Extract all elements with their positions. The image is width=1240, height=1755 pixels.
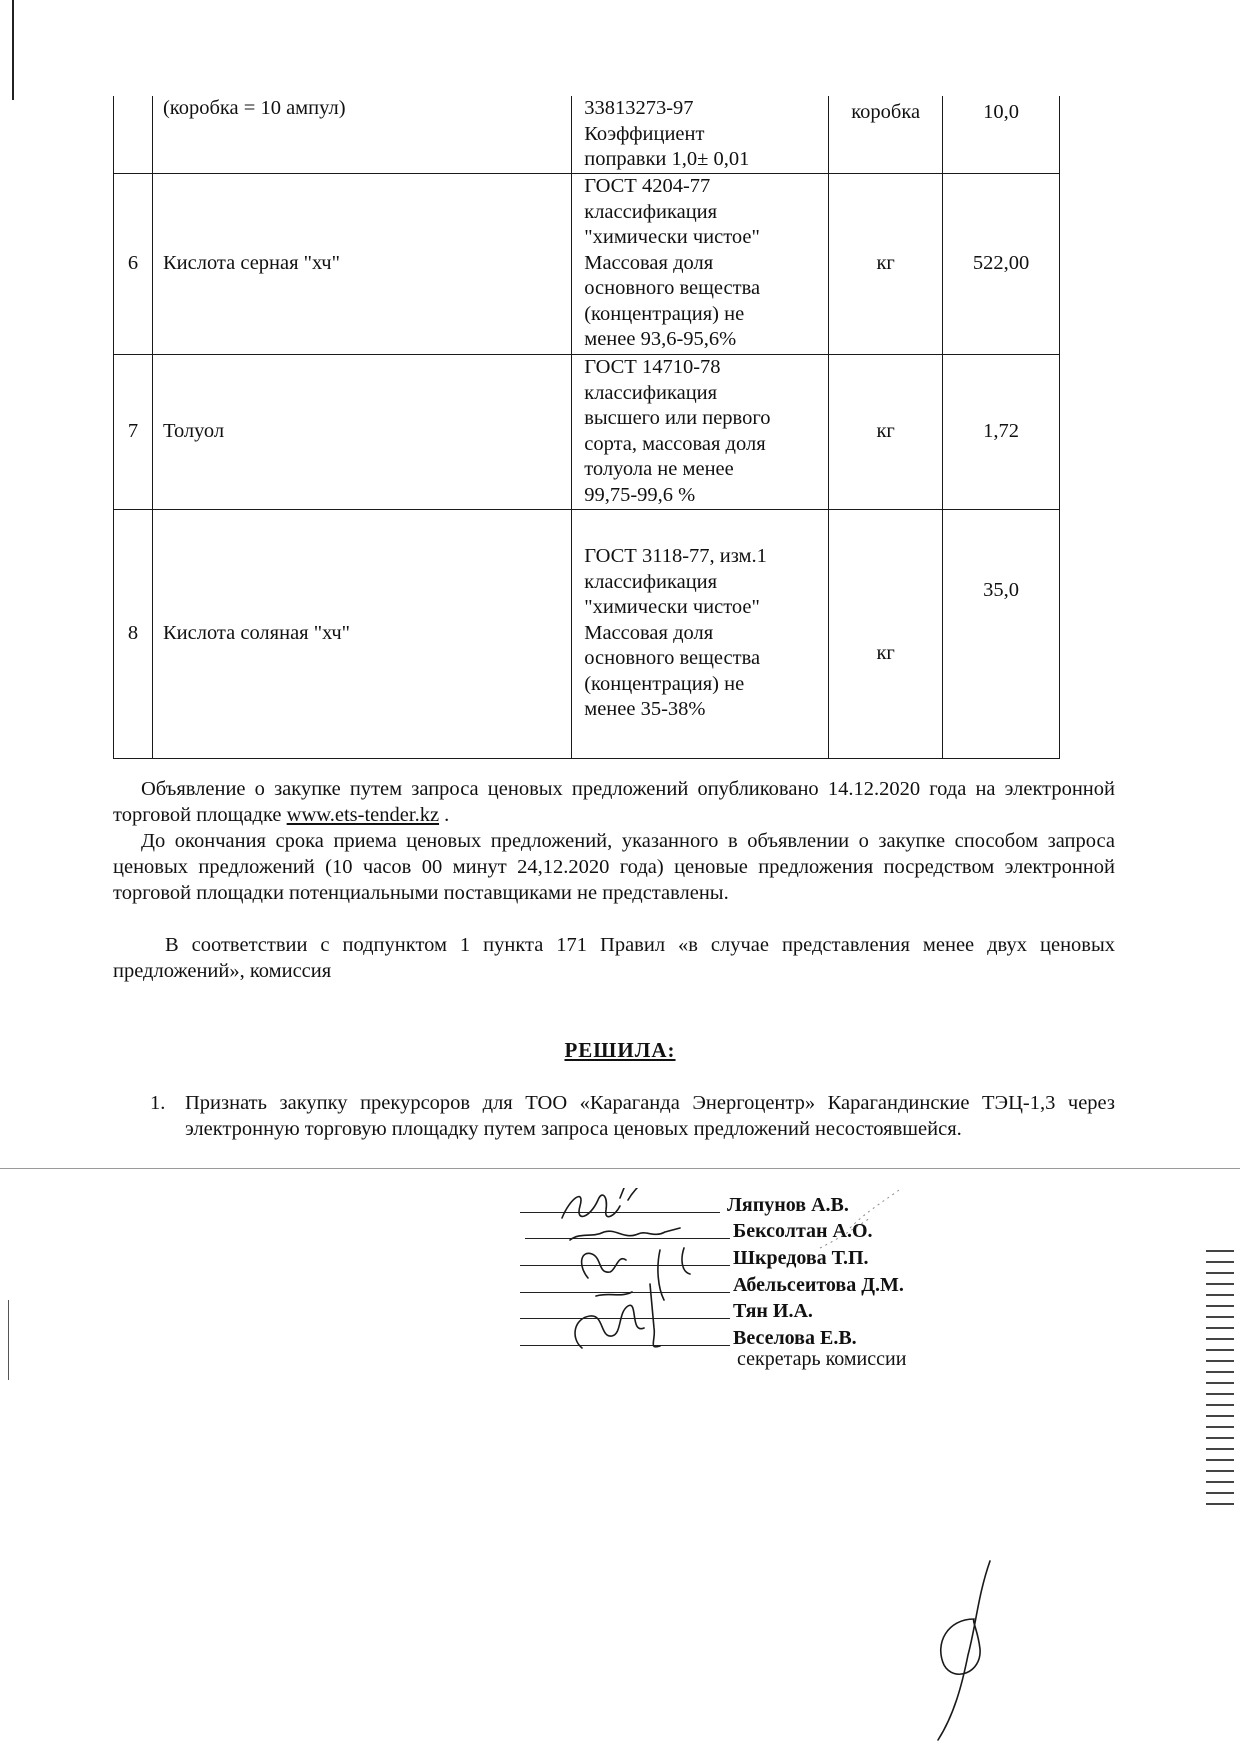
handwritten-page-number (928, 1555, 1008, 1745)
quantity: 35,0 (943, 509, 1060, 758)
table-row (114, 173, 1060, 354)
quantity: 1,72 (943, 354, 1060, 509)
spec-line: сорта, массовая доля (584, 432, 766, 455)
product-spec (572, 96, 829, 173)
signature-block (520, 1188, 980, 1388)
spec-line: высшего или первого (584, 407, 771, 429)
signature-stroke (575, 1305, 644, 1348)
spec-line: ГОСТ 4204-77 (584, 175, 711, 198)
faint-stamp-trace (820, 1218, 870, 1248)
secretary-label: секретарь комиссии (737, 1348, 907, 1370)
row-number: 6 (114, 173, 153, 354)
spec-line: 33813273-97 (584, 97, 694, 119)
decision-number: 1. (150, 1092, 166, 1114)
spec-line: классификация (584, 570, 718, 593)
spec-line: менее 35-38% (584, 698, 706, 721)
signature-stroke (658, 1248, 690, 1300)
product-name: Кислота соляная "хч" (152, 509, 571, 758)
rule-paragraph: В соответствии с подпунктом 1 пункта 171 Правил «в случае представления менее двух ценовых предложений», комиссия (113, 934, 1115, 982)
signatory-name: Веселова Е.В. (733, 1327, 857, 1349)
announcement-text-end: . (439, 804, 450, 826)
quantity: 522,00 (943, 173, 1060, 354)
row-number: 7 (114, 354, 153, 509)
spec-line: толуола не менее (584, 458, 734, 480)
scan-edge-marks (1206, 1250, 1234, 1740)
product-spec (572, 509, 829, 758)
spec-line: Массовая доля (584, 251, 714, 274)
spec-line: "химически чистое" (584, 226, 760, 249)
spec-line: поправки 1,0± 0,01 (584, 148, 750, 170)
spec-line: ГОСТ 14710-78 (584, 356, 721, 378)
signature-stroke (596, 1284, 660, 1347)
product-spec (572, 354, 829, 509)
table-row (114, 96, 1060, 173)
product-name: Кислота серная "хч" (152, 173, 571, 354)
tender-site-link[interactable]: www.ets-tender.kz (286, 804, 440, 826)
signatory-name: Абельсеитова Д.М. (733, 1274, 904, 1296)
deadline-paragraph: До окончания срока приема ценовых предложений, указанного в объявлении о закупке способом запроса ценовых предложений (10 часов 00 минут 24,12.2020 года) ценовые предложения посредством электронной торговой площадки потенциальными поставщиками не представлены. (113, 830, 1115, 904)
spec-line: 99,75-99,6 % (584, 483, 696, 506)
signatory-name: Бексолтан А.О. (733, 1220, 873, 1242)
spec-line: (концентрация) не (584, 302, 745, 325)
signature-stroke (570, 1228, 680, 1240)
product-spec (572, 173, 829, 354)
decision-heading: РЕШИЛА: (564, 1038, 676, 1062)
spec-line: Массовая доля (584, 621, 714, 644)
signatory-name: Тян И.А. (733, 1300, 813, 1322)
unit-of-measure: коробка (829, 96, 943, 173)
decision-text: Признать закупку прекурсоров для ТОО «Караганда Энергоцентр» Карагандинские ТЭЦ-1,3 через электронную торговую площадку путем запроса ценовых предложений несостоявшейся. (185, 1092, 1115, 1140)
decision-item (150, 1090, 1115, 1142)
spec-line: основного вещества (584, 647, 761, 670)
signatory-name: Шкредова Т.П. (733, 1247, 869, 1269)
scan-edge-mark (8, 1300, 9, 1380)
signature-stroke (620, 1188, 660, 1200)
scan-fold-line (0, 1168, 1240, 1169)
unit-of-measure: кг (829, 354, 943, 509)
spec-line: (концентрация) не (584, 672, 745, 695)
spec-line: классификация (584, 200, 718, 223)
spec-line: "химически чистое" (584, 596, 760, 619)
signatory-name: Ляпунов А.В. (727, 1194, 849, 1216)
unit-of-measure: кг (829, 509, 943, 758)
spec-line: классификация (584, 381, 718, 404)
handwritten-signatures (520, 1188, 980, 1388)
row-number: 8 (114, 509, 153, 758)
product-name: Толуол (152, 354, 571, 509)
spec-line: ГОСТ 3118-77, изм.1 (584, 545, 767, 568)
unit-of-measure: кг (829, 173, 943, 354)
quantity: 10,0 (943, 96, 1060, 173)
product-name: (коробка = 10 ампул) (152, 96, 571, 173)
faint-stamp-trace (850, 1188, 915, 1228)
signature-stroke (562, 1195, 620, 1218)
spec-line: основного вещества (584, 277, 761, 300)
precursor-table (113, 96, 1060, 759)
spec-line: менее 93,6-95,6% (584, 328, 737, 351)
table-row (114, 354, 1060, 509)
row-number (114, 96, 153, 173)
scan-edge-mark (12, 0, 14, 100)
announcement-paragraph (113, 776, 1115, 828)
table-row (114, 509, 1060, 758)
announcement-text: Объявление о закупке путем запроса ценовых предложений опубликовано 14.12.2020 года на электронной торговой площадке (113, 778, 1115, 826)
signature-stroke (582, 1253, 626, 1278)
spec-line: Коэффициент (584, 122, 705, 145)
